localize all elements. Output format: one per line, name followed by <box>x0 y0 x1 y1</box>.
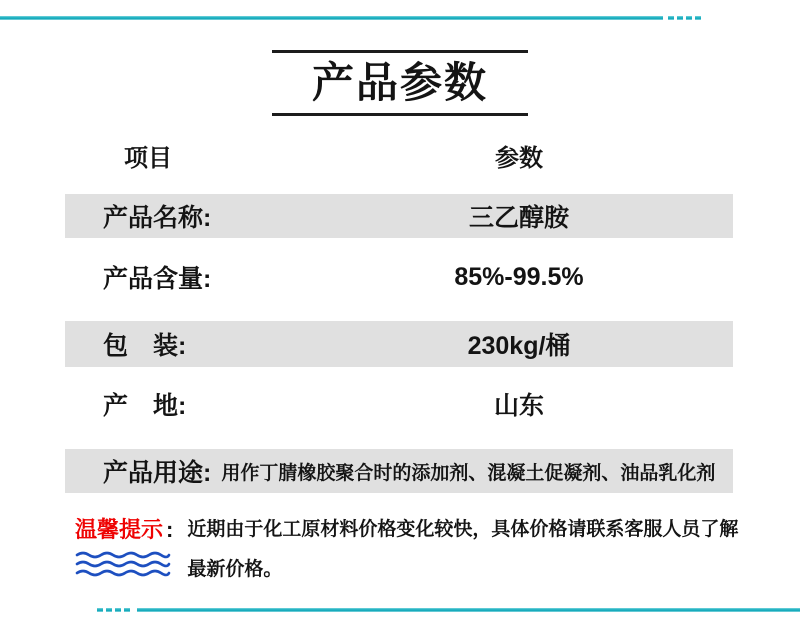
row-label: 产品名称: <box>103 204 212 232</box>
wavy-underline-icon <box>75 550 171 578</box>
notice-section <box>75 516 738 590</box>
dash-icon <box>124 608 130 612</box>
notice-text <box>187 510 738 590</box>
table-row <box>65 255 733 299</box>
row-label: 产品含量: <box>103 265 212 293</box>
row-label: 包 装: <box>103 332 187 360</box>
table-header-row <box>65 137 733 173</box>
table-row <box>65 381 733 427</box>
header-param: 参数 <box>495 144 543 172</box>
top-divider-line <box>0 16 663 20</box>
notice-label: 温馨提示 <box>75 517 164 542</box>
dash-icon <box>97 608 103 612</box>
dash-icon <box>677 16 683 20</box>
title-block <box>272 50 528 116</box>
table-row <box>65 321 733 367</box>
row-value: 85%-99.5% <box>454 262 584 291</box>
page-title: 产品参数 <box>311 59 488 106</box>
row-value: 用作丁腈橡胶聚合时的添加剂、混凝土促凝剂、油品乳化剂 <box>221 462 716 484</box>
dash-icon <box>686 16 692 20</box>
notice-colon: : <box>166 517 174 542</box>
title-bottom-rule <box>272 113 528 116</box>
dash-icon <box>695 16 701 20</box>
row-label: 产品用途: <box>103 459 212 487</box>
dash-icon <box>106 608 112 612</box>
notice-text-line: 近期由于化工原材料价格变化较快，具体价格请联系客服人员了解 <box>187 519 739 540</box>
notice-label-block <box>75 516 173 578</box>
notice-label-row <box>75 516 173 544</box>
notice-text-line: 最新价格。 <box>187 559 283 580</box>
table-row <box>65 449 733 493</box>
bottom-divider-line <box>137 608 800 612</box>
row-value: 山东 <box>493 392 544 420</box>
bottom-divider-dashes <box>97 608 130 612</box>
row-label: 产 地: <box>103 392 187 420</box>
row-value: 230kg/桶 <box>467 332 571 360</box>
row-value: 三乙醇胺 <box>468 204 569 232</box>
dash-icon <box>115 608 121 612</box>
header-item: 项目 <box>124 144 172 172</box>
table-row <box>65 194 733 238</box>
dash-icon <box>668 16 674 20</box>
top-divider-dashes <box>668 16 701 20</box>
